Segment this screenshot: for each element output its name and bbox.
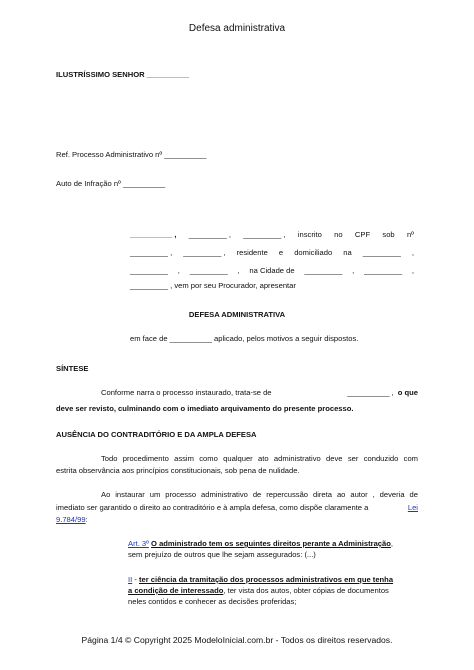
q3-w4: na Cidade de (249, 266, 295, 275)
q3-w1: , (177, 266, 180, 275)
addressee-line: ILUSTRÍSSIMO SENHOR __________ (56, 70, 189, 79)
q1-w1: _________ , (188, 230, 231, 239)
q1-w7: nº (406, 230, 414, 239)
article-link[interactable]: Art. 3º (128, 539, 149, 548)
item-dash: - (132, 575, 139, 584)
item-rest-2: , ter vista dos autos, obter cópias de documentos (223, 586, 389, 595)
article-end: , (390, 539, 393, 548)
article-text: O administrado tem os seguintes direitos perante a Administração (151, 539, 391, 548)
synthesis-heading: SÍNTESE (56, 364, 89, 373)
page-footer: Página 1/4 © Copyright 2025 ModeloInicial.com.br - Todos os direitos reservados. (81, 635, 393, 645)
q1-w5: CPF (354, 230, 371, 239)
q3-w0: _________ (130, 266, 169, 275)
q1-w4: no (334, 230, 343, 239)
q1-w2: _________ , (243, 230, 286, 239)
infraction-notice: Auto de Infração nº __________ (56, 179, 166, 188)
absence-heading: AUSÊNCIA DO CONTRADITÓRIO E DA AMPLA DEFESA (56, 430, 257, 439)
qualification-line-3 (130, 266, 414, 275)
qualification-line-4: _________ , vem por seu Procurador, apresentar (130, 281, 296, 290)
qualification-line-2 (130, 248, 414, 257)
q3-w8: , (411, 266, 414, 275)
q1-w0: __________ , (130, 230, 177, 239)
item-bold-1: ter ciência da tramitação dos processos administrativos em que tenha (138, 575, 394, 584)
q2-w5: na (343, 248, 352, 257)
synthesis-line-1 (101, 388, 418, 397)
citation-article (128, 539, 393, 549)
q1-w3: inscrito (297, 230, 322, 239)
absence-para1-line1: Todo procedimento assim como qualquer ato administrativo deve ser conduzido com (101, 454, 418, 463)
q3-w3: , (237, 266, 240, 275)
synthesis-bold: o que (397, 388, 418, 397)
defense-intro: em face de __________ aplicado, pelos motivos a seguir dispostos. (130, 334, 359, 343)
q3-w5: _________ (304, 266, 343, 275)
citation-item-line-3: neles contidos e conhecer as decisões proferidas; (128, 597, 297, 606)
q2-w1: _________ , (183, 248, 226, 257)
synthesis-blank: __________ , (347, 388, 394, 397)
synthesis-text: Conforme narra o processo instaurado, trata-se de (101, 388, 272, 397)
q2-w7: , (411, 248, 414, 257)
citation-article-line-2: sem prejuízo de outros que lhe sejam assegurados: (...) (128, 550, 316, 559)
absence-para1-line2: estrita observância aos princípios constitucionais, sob pena de nulidade. (56, 466, 300, 475)
document-title: Defesa administrativa (188, 23, 286, 34)
q2-w6: _________ (362, 248, 401, 257)
absence-para2-line1: Ao instaurar um processo administrativo de repercussão direta ao autor , deveria de (101, 490, 418, 499)
law-link-colon: : (85, 515, 88, 524)
q1-w6: sob (382, 230, 395, 239)
q3-w6: , (352, 266, 355, 275)
process-reference: Ref. Processo Administrativo nº __________ (56, 150, 207, 159)
q2-w4: domiciliado (294, 248, 333, 257)
defense-title: DEFESA ADMINISTRATIVA (188, 310, 286, 319)
absence-para2-line2 (56, 503, 418, 512)
q3-w2: _________ (189, 266, 228, 275)
absence-para2-text: imediato ser garantido o direito ao contraditório e à ampla defesa, como dispõe claramente a (56, 503, 369, 512)
citation-item-line-1 (128, 575, 393, 585)
citation-item-line-2 (128, 586, 389, 596)
q2-w0: _________ , (130, 248, 173, 257)
q2-w3: e (278, 248, 284, 257)
absence-para2-line3 (56, 515, 88, 525)
item-bold-2: a condição de interessado (128, 586, 224, 595)
law-link-part1[interactable]: Lei (407, 503, 418, 512)
qualification-line-1 (130, 230, 414, 239)
q3-w7: _________ (364, 266, 403, 275)
synthesis-line-2: deve ser revisto, culminando com o imediato arquivamento do presente processo. (56, 404, 354, 413)
item-link[interactable]: II (128, 575, 133, 584)
q2-w2: residente (236, 248, 268, 257)
law-link-part2[interactable]: 9.784/99 (56, 515, 86, 524)
